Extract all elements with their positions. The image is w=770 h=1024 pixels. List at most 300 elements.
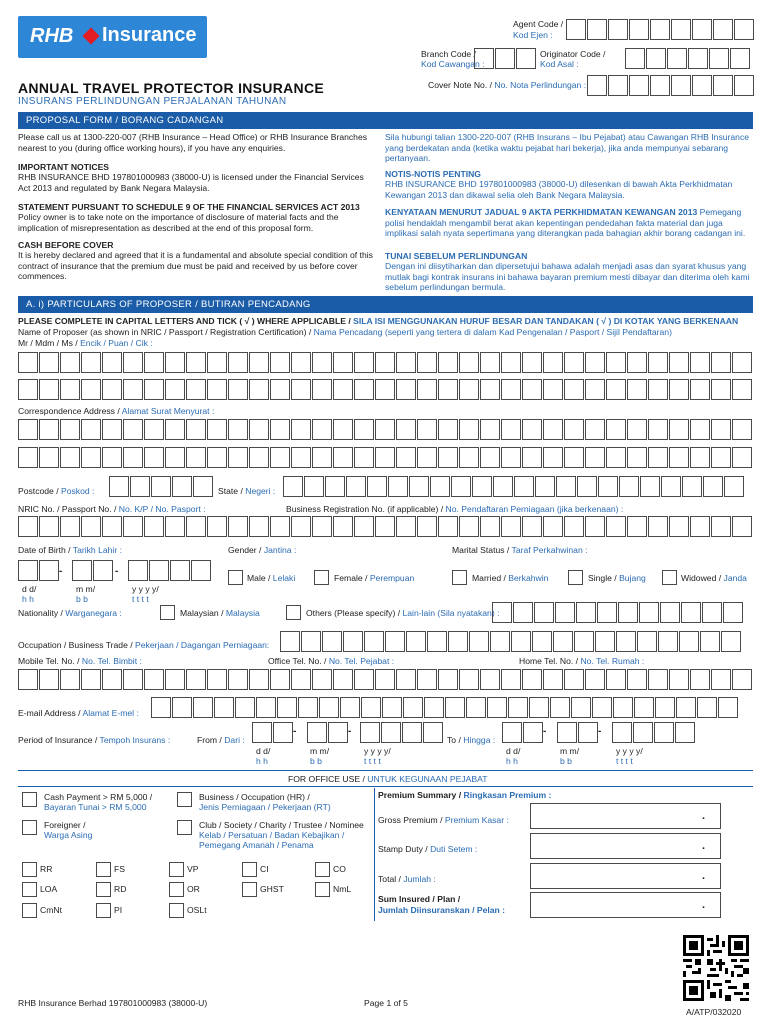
agent-code-boxes[interactable] [566, 19, 755, 40]
char-box[interactable] [597, 602, 617, 623]
char-box[interactable] [511, 631, 531, 652]
char-box[interactable] [354, 669, 374, 690]
char-box[interactable] [72, 560, 92, 581]
char-box[interactable] [578, 722, 598, 743]
char-box[interactable] [280, 631, 300, 652]
char-box[interactable] [123, 419, 143, 440]
char-box[interactable] [123, 516, 143, 537]
char-box[interactable] [487, 697, 507, 718]
char-box[interactable] [438, 352, 458, 373]
char-box[interactable] [492, 602, 512, 623]
char-box[interactable] [438, 419, 458, 440]
char-box[interactable] [660, 602, 680, 623]
char-box[interactable] [633, 722, 653, 743]
char-box[interactable] [39, 419, 59, 440]
char-box[interactable] [18, 516, 38, 537]
char-box[interactable] [144, 379, 164, 400]
branch-code-boxes[interactable] [474, 48, 537, 69]
char-box[interactable] [144, 352, 164, 373]
char-box[interactable] [627, 447, 647, 468]
char-box[interactable] [18, 560, 38, 581]
char-box[interactable] [361, 697, 381, 718]
char-box[interactable] [151, 697, 171, 718]
char-box[interactable] [629, 19, 649, 40]
char-box[interactable] [102, 379, 122, 400]
married-checkbox[interactable] [452, 570, 467, 585]
char-box[interactable] [165, 447, 185, 468]
code-checkbox-vp[interactable] [169, 862, 184, 877]
char-box[interactable] [522, 419, 542, 440]
char-box[interactable] [713, 19, 733, 40]
char-box[interactable] [700, 631, 720, 652]
char-box[interactable] [193, 697, 213, 718]
char-box[interactable] [606, 447, 626, 468]
char-box[interactable] [703, 476, 723, 497]
char-box[interactable] [724, 476, 744, 497]
char-box[interactable] [480, 447, 500, 468]
char-box[interactable] [692, 19, 712, 40]
char-box[interactable] [402, 722, 422, 743]
char-box[interactable] [354, 447, 374, 468]
char-box[interactable] [732, 419, 752, 440]
char-box[interactable] [606, 669, 626, 690]
char-box[interactable] [564, 419, 584, 440]
char-box[interactable] [595, 631, 615, 652]
char-box[interactable] [690, 516, 710, 537]
char-box[interactable] [172, 697, 192, 718]
char-box[interactable] [480, 669, 500, 690]
char-box[interactable] [669, 516, 689, 537]
char-box[interactable] [608, 19, 628, 40]
originator-code-boxes[interactable] [625, 48, 751, 69]
char-box[interactable] [60, 419, 80, 440]
char-box[interactable] [564, 379, 584, 400]
char-box[interactable] [592, 697, 612, 718]
char-box[interactable] [396, 352, 416, 373]
char-box[interactable] [207, 352, 227, 373]
char-box[interactable] [490, 631, 510, 652]
char-box[interactable] [128, 560, 148, 581]
char-box[interactable] [535, 476, 555, 497]
char-box[interactable] [627, 669, 647, 690]
char-box[interactable] [93, 560, 113, 581]
char-box[interactable] [207, 669, 227, 690]
char-box[interactable] [417, 352, 437, 373]
char-box[interactable] [396, 419, 416, 440]
char-box[interactable] [60, 352, 80, 373]
char-box[interactable] [291, 447, 311, 468]
code-checkbox-loa[interactable] [22, 882, 37, 897]
char-box[interactable] [388, 476, 408, 497]
char-box[interactable] [448, 631, 468, 652]
char-box[interactable] [375, 419, 395, 440]
char-box[interactable] [18, 379, 38, 400]
from-month-input[interactable] [307, 722, 352, 743]
from-year-input[interactable] [360, 722, 444, 743]
char-box[interactable] [522, 352, 542, 373]
char-box[interactable] [721, 631, 741, 652]
char-box[interactable] [577, 476, 597, 497]
char-box[interactable] [81, 447, 101, 468]
char-box[interactable] [516, 48, 536, 69]
char-box[interactable] [81, 419, 101, 440]
phone-input-row[interactable] [18, 669, 753, 690]
code-checkbox-fs[interactable] [96, 862, 111, 877]
code-checkbox-or[interactable] [169, 882, 184, 897]
char-box[interactable] [424, 697, 444, 718]
char-box[interactable] [123, 352, 143, 373]
char-box[interactable] [585, 379, 605, 400]
address-input-row-1[interactable] [18, 419, 753, 440]
char-box[interactable] [564, 516, 584, 537]
char-box[interactable] [627, 379, 647, 400]
char-box[interactable] [39, 447, 59, 468]
char-box[interactable] [343, 631, 363, 652]
char-box[interactable] [333, 379, 353, 400]
char-box[interactable] [646, 48, 666, 69]
char-box[interactable] [459, 669, 479, 690]
char-box[interactable] [438, 669, 458, 690]
char-box[interactable] [702, 602, 722, 623]
char-box[interactable] [690, 419, 710, 440]
char-box[interactable] [627, 516, 647, 537]
char-box[interactable] [640, 476, 660, 497]
char-box[interactable] [697, 697, 717, 718]
char-box[interactable] [60, 669, 80, 690]
total-input[interactable] [530, 863, 721, 889]
char-box[interactable] [711, 516, 731, 537]
code-checkbox-oslt[interactable] [169, 903, 184, 918]
char-box[interactable] [291, 352, 311, 373]
male-checkbox[interactable] [228, 570, 243, 585]
gross-premium-input[interactable] [530, 803, 721, 829]
char-box[interactable] [312, 447, 332, 468]
char-box[interactable] [207, 516, 227, 537]
char-box[interactable] [270, 379, 290, 400]
char-box[interactable] [417, 419, 437, 440]
char-box[interactable] [648, 516, 668, 537]
char-box[interactable] [709, 48, 729, 69]
dob-input[interactable] [18, 560, 63, 581]
char-box[interactable] [629, 75, 649, 96]
char-box[interactable] [81, 352, 101, 373]
char-box[interactable] [711, 379, 731, 400]
char-box[interactable] [109, 476, 129, 497]
char-box[interactable] [385, 631, 405, 652]
char-box[interactable] [585, 419, 605, 440]
char-box[interactable] [375, 379, 395, 400]
business-occupation-checkbox[interactable] [177, 792, 192, 807]
char-box[interactable] [451, 476, 471, 497]
widowed-checkbox[interactable] [662, 570, 677, 585]
char-box[interactable] [501, 352, 521, 373]
char-box[interactable] [627, 352, 647, 373]
char-box[interactable] [522, 669, 542, 690]
char-box[interactable] [501, 447, 521, 468]
char-box[interactable] [235, 697, 255, 718]
char-box[interactable] [654, 722, 674, 743]
dob-month-input[interactable] [72, 560, 114, 581]
char-box[interactable] [480, 379, 500, 400]
postcode-input[interactable] [109, 476, 214, 497]
char-box[interactable] [679, 631, 699, 652]
char-box[interactable] [333, 352, 353, 373]
char-box[interactable] [732, 379, 752, 400]
others-checkbox[interactable] [286, 605, 301, 620]
char-box[interactable] [81, 669, 101, 690]
char-box[interactable] [375, 516, 395, 537]
char-box[interactable] [301, 631, 321, 652]
char-box[interactable] [409, 476, 429, 497]
char-box[interactable] [228, 379, 248, 400]
char-box[interactable] [396, 669, 416, 690]
char-box[interactable] [616, 631, 636, 652]
char-box[interactable] [39, 379, 59, 400]
others-nationality-input[interactable] [492, 602, 744, 623]
char-box[interactable] [60, 379, 80, 400]
char-box[interactable] [543, 516, 563, 537]
char-box[interactable] [249, 669, 269, 690]
char-box[interactable] [249, 516, 269, 537]
char-box[interactable] [214, 697, 234, 718]
char-box[interactable] [228, 669, 248, 690]
char-box[interactable] [734, 75, 754, 96]
char-box[interactable] [550, 697, 570, 718]
char-box[interactable] [270, 447, 290, 468]
char-box[interactable] [585, 669, 605, 690]
char-box[interactable] [60, 447, 80, 468]
char-box[interactable] [459, 352, 479, 373]
char-box[interactable] [39, 516, 59, 537]
char-box[interactable] [417, 379, 437, 400]
char-box[interactable] [102, 447, 122, 468]
single-checkbox[interactable] [568, 570, 583, 585]
char-box[interactable] [713, 75, 733, 96]
char-box[interactable] [459, 419, 479, 440]
char-box[interactable] [170, 560, 190, 581]
char-box[interactable] [81, 516, 101, 537]
char-box[interactable] [690, 669, 710, 690]
char-box[interactable] [587, 19, 607, 40]
char-box[interactable] [270, 419, 290, 440]
char-box[interactable] [165, 669, 185, 690]
char-box[interactable] [648, 447, 668, 468]
char-box[interactable] [543, 352, 563, 373]
char-box[interactable] [690, 352, 710, 373]
char-box[interactable] [690, 379, 710, 400]
char-box[interactable] [354, 419, 374, 440]
char-box[interactable] [228, 516, 248, 537]
char-box[interactable] [466, 697, 486, 718]
char-box[interactable] [375, 352, 395, 373]
char-box[interactable] [606, 352, 626, 373]
char-box[interactable] [396, 447, 416, 468]
char-box[interactable] [102, 669, 122, 690]
char-box[interactable] [669, 669, 689, 690]
to-year-input[interactable] [612, 722, 696, 743]
char-box[interactable] [228, 447, 248, 468]
char-box[interactable] [249, 379, 269, 400]
char-box[interactable] [403, 697, 423, 718]
char-box[interactable] [681, 602, 701, 623]
char-box[interactable] [252, 722, 272, 743]
char-box[interactable] [270, 352, 290, 373]
char-box[interactable] [381, 722, 401, 743]
char-box[interactable] [711, 352, 731, 373]
char-box[interactable] [333, 447, 353, 468]
char-box[interactable] [459, 447, 479, 468]
char-box[interactable] [608, 75, 628, 96]
char-box[interactable] [637, 631, 657, 652]
char-box[interactable] [186, 516, 206, 537]
char-box[interactable] [445, 697, 465, 718]
code-checkbox-pi[interactable] [96, 903, 111, 918]
char-box[interactable] [249, 447, 269, 468]
char-box[interactable] [165, 352, 185, 373]
char-box[interactable] [354, 352, 374, 373]
char-box[interactable] [102, 419, 122, 440]
char-box[interactable] [39, 352, 59, 373]
char-box[interactable] [566, 19, 586, 40]
char-box[interactable] [606, 516, 626, 537]
char-box[interactable] [513, 602, 533, 623]
to-month-input[interactable] [557, 722, 602, 743]
char-box[interactable] [312, 352, 332, 373]
char-box[interactable] [312, 419, 332, 440]
char-box[interactable] [396, 379, 416, 400]
char-box[interactable] [319, 697, 339, 718]
char-box[interactable] [364, 631, 384, 652]
char-box[interactable] [574, 631, 594, 652]
char-box[interactable] [495, 48, 515, 69]
char-box[interactable] [734, 19, 754, 40]
char-box[interactable] [555, 602, 575, 623]
char-box[interactable] [193, 476, 213, 497]
char-box[interactable] [191, 560, 211, 581]
char-box[interactable] [675, 722, 695, 743]
char-box[interactable] [144, 669, 164, 690]
char-box[interactable] [249, 419, 269, 440]
char-box[interactable] [304, 476, 324, 497]
state-input[interactable] [283, 476, 745, 497]
char-box[interactable] [732, 669, 752, 690]
char-box[interactable] [543, 447, 563, 468]
char-box[interactable] [493, 476, 513, 497]
char-box[interactable] [291, 516, 311, 537]
char-box[interactable] [144, 447, 164, 468]
char-box[interactable] [639, 602, 659, 623]
char-box[interactable] [587, 75, 607, 96]
code-checkbox-rr[interactable] [22, 862, 37, 877]
char-box[interactable] [501, 379, 521, 400]
char-box[interactable] [732, 516, 752, 537]
char-box[interactable] [417, 516, 437, 537]
char-box[interactable] [650, 75, 670, 96]
char-box[interactable] [18, 447, 38, 468]
char-box[interactable] [298, 697, 318, 718]
char-box[interactable] [172, 476, 192, 497]
email-input[interactable] [151, 697, 739, 718]
char-box[interactable] [650, 19, 670, 40]
char-box[interactable] [718, 697, 738, 718]
char-box[interactable] [382, 697, 402, 718]
char-box[interactable] [307, 722, 327, 743]
code-checkbox-ci[interactable] [242, 862, 257, 877]
char-box[interactable] [522, 379, 542, 400]
char-box[interactable] [606, 419, 626, 440]
club-checkbox[interactable] [177, 820, 192, 835]
char-box[interactable] [671, 75, 691, 96]
char-box[interactable] [543, 669, 563, 690]
char-box[interactable] [417, 447, 437, 468]
char-box[interactable] [711, 447, 731, 468]
char-box[interactable] [688, 48, 708, 69]
char-box[interactable] [543, 379, 563, 400]
char-box[interactable] [523, 722, 543, 743]
char-box[interactable] [270, 669, 290, 690]
char-box[interactable] [333, 669, 353, 690]
char-box[interactable] [427, 631, 447, 652]
char-box[interactable] [165, 516, 185, 537]
cash-payment-checkbox[interactable] [22, 792, 37, 807]
char-box[interactable] [39, 669, 59, 690]
char-box[interactable] [207, 379, 227, 400]
char-box[interactable] [367, 476, 387, 497]
char-box[interactable] [534, 602, 554, 623]
char-box[interactable] [501, 669, 521, 690]
char-box[interactable] [676, 697, 696, 718]
char-box[interactable] [328, 722, 348, 743]
char-box[interactable] [711, 419, 731, 440]
char-box[interactable] [564, 447, 584, 468]
char-box[interactable] [532, 631, 552, 652]
to-day-input[interactable] [502, 722, 547, 743]
char-box[interactable] [228, 352, 248, 373]
char-box[interactable] [312, 379, 332, 400]
char-box[interactable] [438, 516, 458, 537]
char-box[interactable] [508, 697, 528, 718]
nric-input[interactable] [18, 516, 753, 537]
char-box[interactable] [375, 447, 395, 468]
cover-note-boxes[interactable] [587, 75, 755, 96]
char-box[interactable] [564, 669, 584, 690]
char-box[interactable] [612, 722, 632, 743]
char-box[interactable] [648, 379, 668, 400]
char-box[interactable] [165, 379, 185, 400]
char-box[interactable] [273, 722, 293, 743]
char-box[interactable] [529, 697, 549, 718]
char-box[interactable] [354, 516, 374, 537]
char-box[interactable] [438, 379, 458, 400]
char-box[interactable] [627, 419, 647, 440]
char-box[interactable] [207, 419, 227, 440]
char-box[interactable] [480, 352, 500, 373]
char-box[interactable] [692, 75, 712, 96]
code-checkbox-ghst[interactable] [242, 882, 257, 897]
char-box[interactable] [648, 352, 668, 373]
malaysian-checkbox[interactable] [160, 605, 175, 620]
char-box[interactable] [480, 419, 500, 440]
char-box[interactable] [711, 669, 731, 690]
char-box[interactable] [514, 476, 534, 497]
char-box[interactable] [571, 697, 591, 718]
char-box[interactable] [556, 476, 576, 497]
char-box[interactable] [396, 516, 416, 537]
char-box[interactable] [669, 447, 689, 468]
char-box[interactable] [39, 560, 59, 581]
char-box[interactable] [291, 419, 311, 440]
code-checkbox-co[interactable] [315, 862, 330, 877]
